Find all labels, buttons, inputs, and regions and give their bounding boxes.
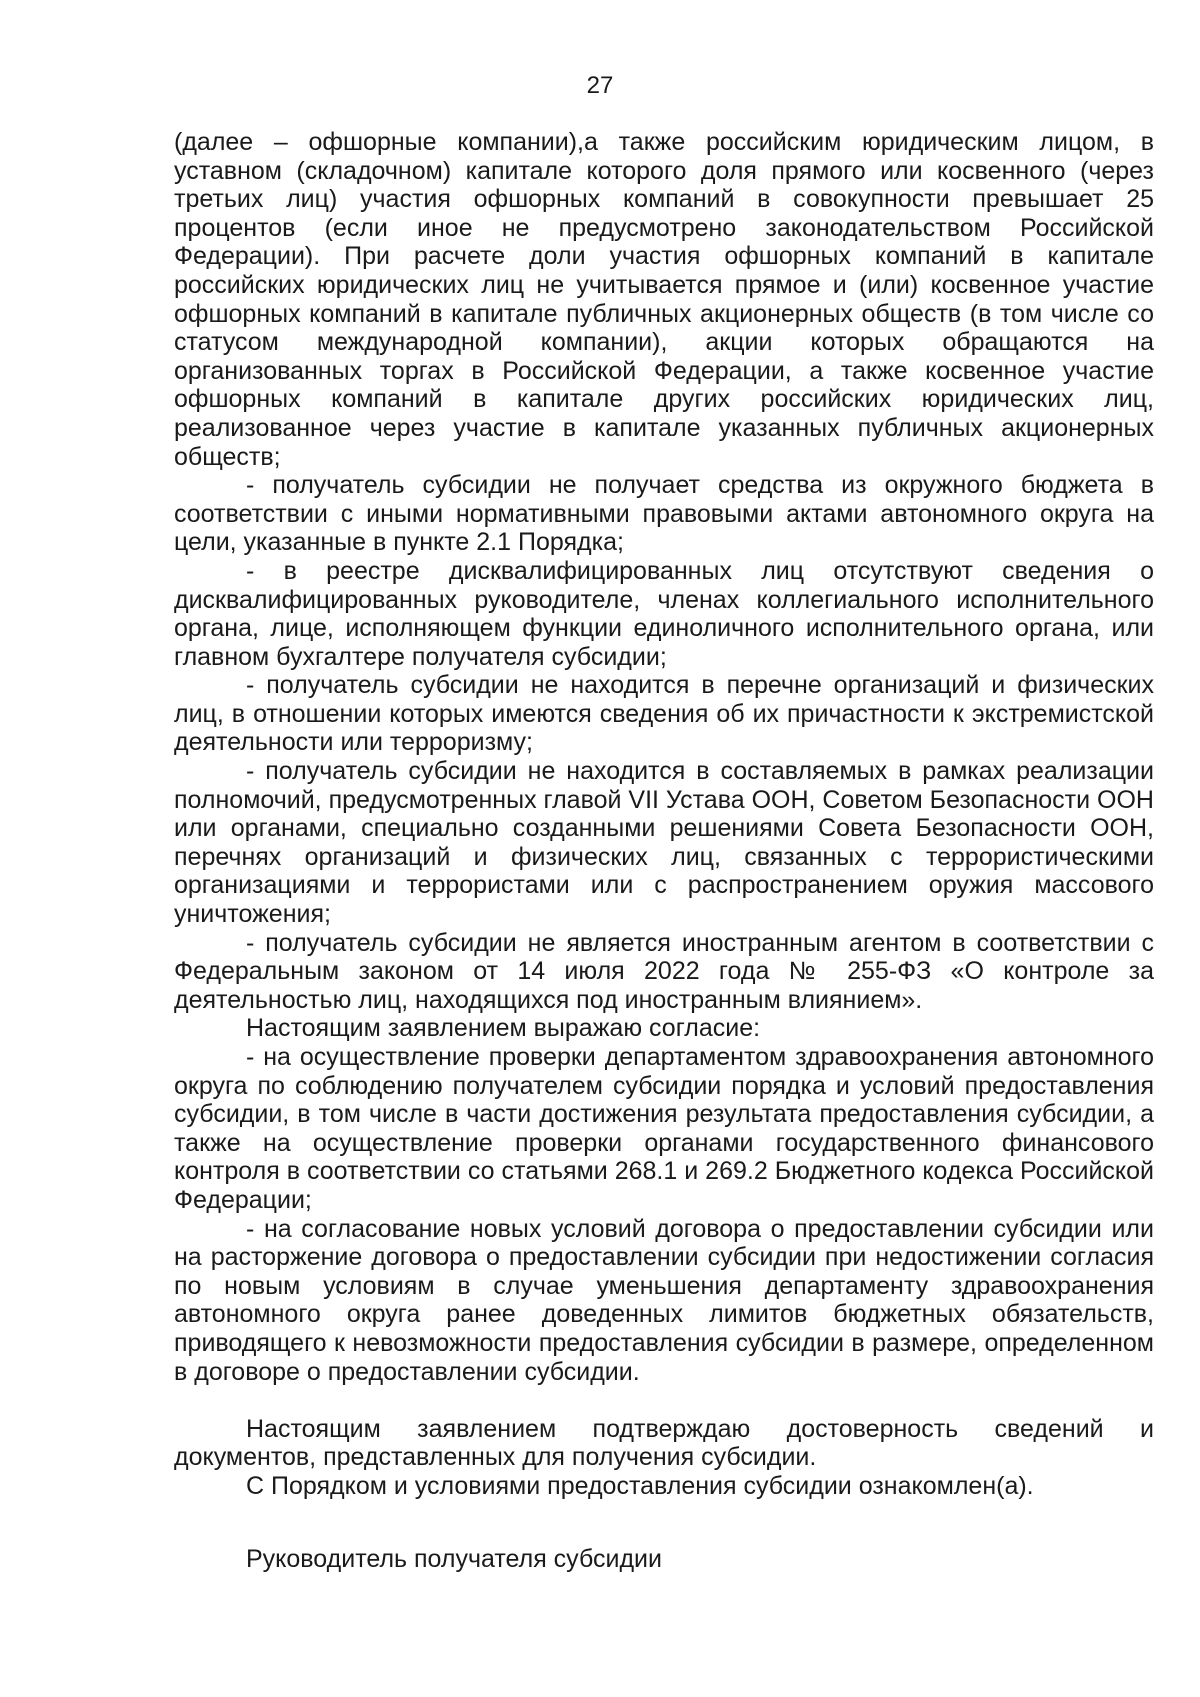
paragraph-consent-intro: Настоящим заявлением выражаю согласие: (246, 1014, 761, 1043)
document-body (174, 128, 1154, 1501)
paragraph-extremism-list: - получатель субсидии не находится в перечне организаций и физических лиц, в отношении которых имеются сведения об их причастности к экстремистской деятельности или терроризму; (174, 671, 1154, 757)
paragraph-foreign-agent: - получатель субсидии не является иностранным агентом в соответствии с Федеральным законом от 14 июля 2022 года № 255-ФЗ «О контроле за деятельностью лиц, находящихся под иностранным влиянием». (174, 928, 1154, 1014)
signature-label: Руководитель получателя субсидии (246, 1545, 662, 1573)
paragraph-acknowledged: С Порядком и условиями предоставления субсидии ознакомлен(а). (246, 1471, 1034, 1500)
paragraph-consent-contract-terms: - на согласование новых условий договора о предоставлении субсидии или на расторжение договора о предоставлении субсидии при недостижении согласия по новым условиям в случае уменьшения департаменту здравоохранения автономного округа ранее доведенных лимитов бюджетных обязательств, приводящего к невозможности предоставления субсидии в размере, определенном в договоре о предоставлении субсидии. (174, 1214, 1154, 1386)
paragraph-confirm-accuracy: Настоящим заявлением подтверждаю достоверность сведений и документов, представленных для получения субсидии. (174, 1414, 1154, 1472)
paragraph-no-district-budget-funds: - получатель субсидии не получает средства из окружного бюджета в соответствии с иными нормативными правовыми актами автономного округа на цели, указанные в пункте 2.1 Порядка; (174, 471, 1154, 557)
paragraph-un-security-council-list: - получатель субсидии не находится в составляемых в рамках реализации полномочий, предусмотренных главой VII Устава ООН, Советом Безопасности ООН или органами, специально созданными решениями Совета Безопасности ООН, перечнях организаций и физических лиц, связанных с террористическими организациями и террористами или с распространением оружия массового уничтожения; (174, 757, 1154, 929)
paragraph-consent-inspection: - на осуществление проверки департаментом здравоохранения автономного округа по соблюдению получателем субсидии порядка и условий предоставления субсидии, в том числе в части достижения результата предоставления субсидии, а также на осуществление проверки органами государственного финансового контроля в соответствии со статьями 268.1 и 269.2 Бюджетного кодекса Российской Федерации; (174, 1043, 1154, 1214)
paragraph-offshore-definition: (далее – офшорные компании),а также российским юридическим лицом, в уставном (складочном) капитале которого доля прямого или косвенного (через третьих лиц) участия офшорных компаний в совокупности превышает 25 процентов (если иное не предусмотрено законодательством Российской Федерации). При расчете доли участия офшорных компаний в капитале российских юридических лиц не учитывается прямое и (или) косвенное участие офшорных компаний в капитале публичных акционерных обществ (в том числе со статусом международной компании), акции которых обращаются на организованных торгах в Российской Федерации, а также косвенное участие офшорных компаний в капитале других российских юридических лиц, реализованное через участие в капитале указанных публичных акционерных обществ; (174, 128, 1154, 471)
paragraph-disqualified-persons: - в реестре дисквалифицированных лиц отсутствуют сведения о дисквалифицированных руководителе, членах коллегиального исполнительного органа, лице, исполняющем функции единоличного исполнительного органа, или главном бухгалтере получателя субсидии; (174, 556, 1154, 671)
page-number: 27 (586, 72, 614, 99)
